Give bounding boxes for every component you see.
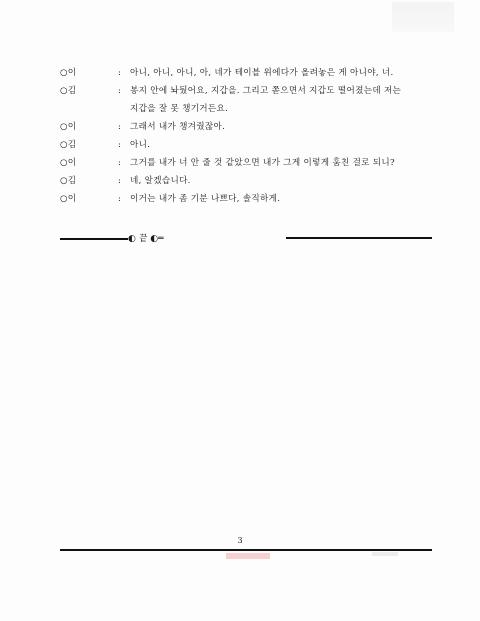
utterance-text: 그거를 내가 너 안 줄 것 같았으면 내가 그게 이렇게 훔친 걸로 되니? <box>130 158 395 168</box>
utterance-text: 아니, 아니, 아니, 아, 네가 테이블 위에다가 올려놓은 게 아니야, 너. <box>130 68 394 78</box>
end-rule-left <box>60 238 128 240</box>
speaker-label: ○김 <box>60 140 77 150</box>
footer-stamp <box>226 553 270 559</box>
colon-separator: : <box>118 122 122 132</box>
utterance-text: 아니. <box>130 140 151 150</box>
transcript <box>60 64 440 208</box>
colon-separator: : <box>118 158 122 168</box>
corner-stamp <box>392 2 454 32</box>
colon-separator: : <box>118 176 122 186</box>
utterance-text: 네, 알겠습니다. <box>130 176 191 186</box>
end-label: ◐ 끝 ◐═ <box>128 234 164 244</box>
speaker-label: ○이 <box>60 158 77 168</box>
footer-rule <box>60 549 432 551</box>
speaker-label: ○이 <box>60 68 77 78</box>
utterance-text: 그래서 내가 챙겨줬잖아. <box>130 122 226 132</box>
transcript-row <box>60 82 440 118</box>
end-rule-right <box>286 237 432 239</box>
end-marker <box>60 232 432 246</box>
transcript-row <box>60 64 440 82</box>
page-number: 3 <box>237 536 243 545</box>
utterance-text: 봉지 안에 놔뒀어요, 지갑을. 그리고 쫃으면서 지갑도 떨어졌는데 저는 지갑을 잘 못 챙기거든요. <box>130 86 402 114</box>
transcript-row <box>60 136 440 154</box>
speaker-label: ○김 <box>60 176 77 186</box>
transcript-row <box>60 118 440 136</box>
colon-separator: : <box>118 140 122 150</box>
colon-separator: : <box>118 86 122 96</box>
transcript-row <box>60 172 440 190</box>
utterance-text: 이거는 내가 좀 기분 나쁘다, 솔직하게. <box>130 194 281 204</box>
transcript-row <box>60 154 440 172</box>
colon-separator: : <box>118 68 122 78</box>
speaker-label: ○이 <box>60 194 77 204</box>
speaker-label: ○이 <box>60 122 77 132</box>
transcript-row <box>60 190 440 208</box>
speaker-label: ○김 <box>60 86 77 96</box>
colon-separator: : <box>118 194 122 204</box>
footer-mark <box>372 552 398 556</box>
